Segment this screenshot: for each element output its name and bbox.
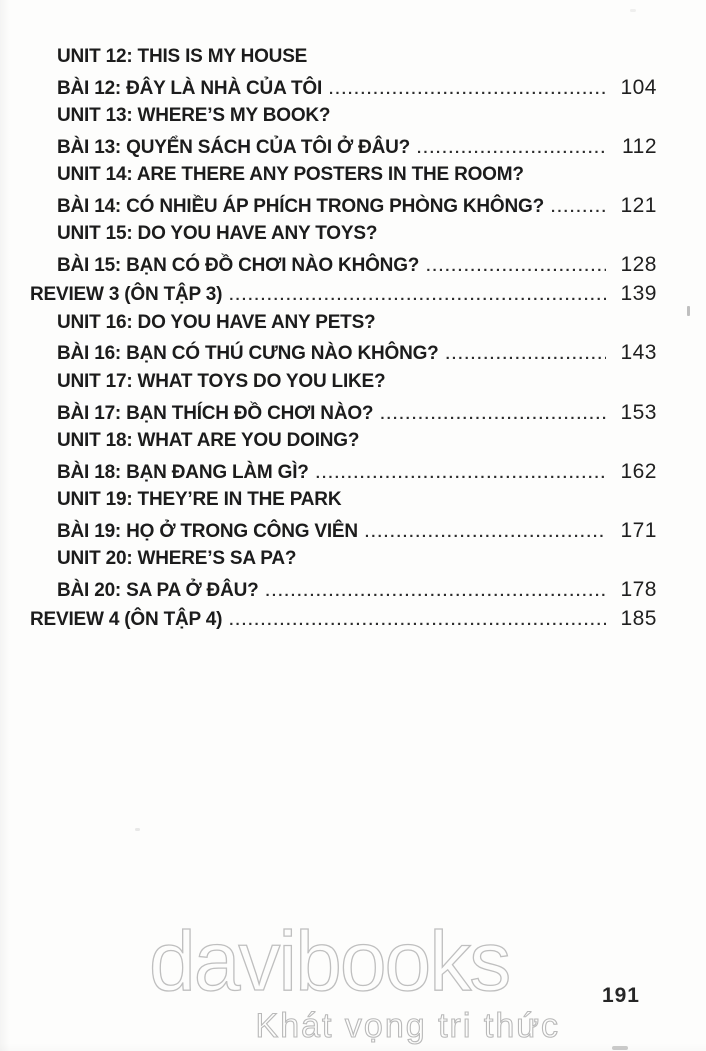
toc-row-bai [57,578,657,608]
toc-page-number: 143 [620,341,657,365]
scan-artifact-tick [687,306,690,316]
toc-entry-label: BÀI 16: BẠN CÓ THÚ CƯNG NÀO KHÔNG? [57,343,439,365]
dot-leader [380,406,606,424]
toc-entry-label: UNIT 18: WHAT ARE YOU DOING? [57,430,360,452]
toc-entry-label: BÀI 18: BẠN ĐANG LÀM GÌ? [57,461,309,483]
toc-page-number: 162 [620,459,657,483]
toc-row-unit [57,105,657,135]
toc-entry-label: BÀI 19: HỌ Ở TRONG CÔNG VIÊN [57,520,358,542]
page-number: 191 [601,984,640,1007]
toc-entry-label: BÀI 12: ĐÂY LÀ NHÀ CỦA TÔI [57,77,323,99]
toc-entry-label: BÀI 20: SA PA Ở ĐÂU? [57,579,259,601]
toc-row-unit [57,430,657,460]
scan-artifact-smudge [612,1046,628,1050]
toc-row-unit [57,223,657,253]
dot-leader [329,81,606,99]
dot-leader [266,583,606,601]
toc-page-number: 128 [620,252,657,276]
toc-page-number: 104 [620,75,657,99]
toc-entry-label: REVIEW 3 (ÔN TẬP 3) [30,284,223,306]
toc-row-bai [57,519,657,549]
toc-entry-label: REVIEW 4 (ÔN TẬP 4) [30,609,223,631]
toc-row-unit [57,312,657,342]
toc-entry-label: BÀI 13: QUYỂN SÁCH CỦA TÔI Ở ĐÂU? [57,136,411,158]
toc-row-bai [57,401,657,431]
toc-row-review [30,607,657,637]
toc-page-number: 185 [620,607,657,631]
watermark-brand: davibooks [149,914,510,1008]
toc-row-bai [57,76,657,106]
toc-entry-label: UNIT 15: DO YOU HAVE ANY TOYS? [57,223,378,245]
scan-artifact-speck [135,828,140,831]
dot-leader [229,612,606,630]
toc-page-number: 139 [620,282,657,306]
toc-row-unit [57,548,657,578]
toc-page-number: 121 [620,193,657,217]
toc-entry-label: BÀI 14: CÓ NHIỀU ÁP PHÍCH TRONG PHÒNG KHÔNG? [57,195,544,217]
toc-row-bai [57,341,657,371]
toc-row-review [30,282,657,312]
toc-row-bai [57,253,657,283]
toc-entry-label: UNIT 13: WHERE’S MY BOOK? [57,105,331,127]
toc-row-unit [57,46,657,76]
toc-entry-label: UNIT 16: DO YOU HAVE ANY PETS? [57,311,376,333]
dot-leader [316,465,606,483]
toc-row-unit [57,489,657,519]
toc-entry-label: BÀI 17: BẠN THÍCH ĐỒ CHƠI NÀO? [57,402,374,424]
dot-leader [446,346,606,364]
dot-leader [426,258,606,276]
toc-row-unit [57,371,657,401]
toc-entry-label: BÀI 15: BẠN CÓ ĐỒ CHƠI NÀO KHÔNG? [57,254,420,276]
dot-leader [365,524,606,542]
toc-row-bai [57,460,657,490]
toc-page-number: 178 [620,577,657,601]
toc-row-unit [57,164,657,194]
toc-page-number: 112 [622,134,657,158]
toc-page-number: 153 [620,400,657,424]
toc-entry-label: UNIT 14: ARE THERE ANY POSTERS IN THE ROOM? [57,164,524,186]
toc-entry-label: UNIT 17: WHAT TOYS DO YOU LIKE? [57,371,386,393]
dot-leader [417,140,606,158]
toc-page-number: 171 [620,518,657,542]
watermark-slogan: Khát vọng tri thức [255,1007,560,1045]
dot-leader [551,199,606,217]
scan-artifact-speck [630,9,636,12]
toc-row-bai [57,194,657,224]
toc-entry-label: UNIT 19: THEY’RE IN THE PARK [57,489,342,511]
dot-leader [229,287,606,305]
toc-row-bai [57,135,657,165]
toc-entry-label: UNIT 12: THIS IS MY HOUSE [57,46,308,67]
table-of-contents [0,46,706,637]
toc-entry-label: UNIT 20: WHERE’S SA PA? [57,548,297,570]
